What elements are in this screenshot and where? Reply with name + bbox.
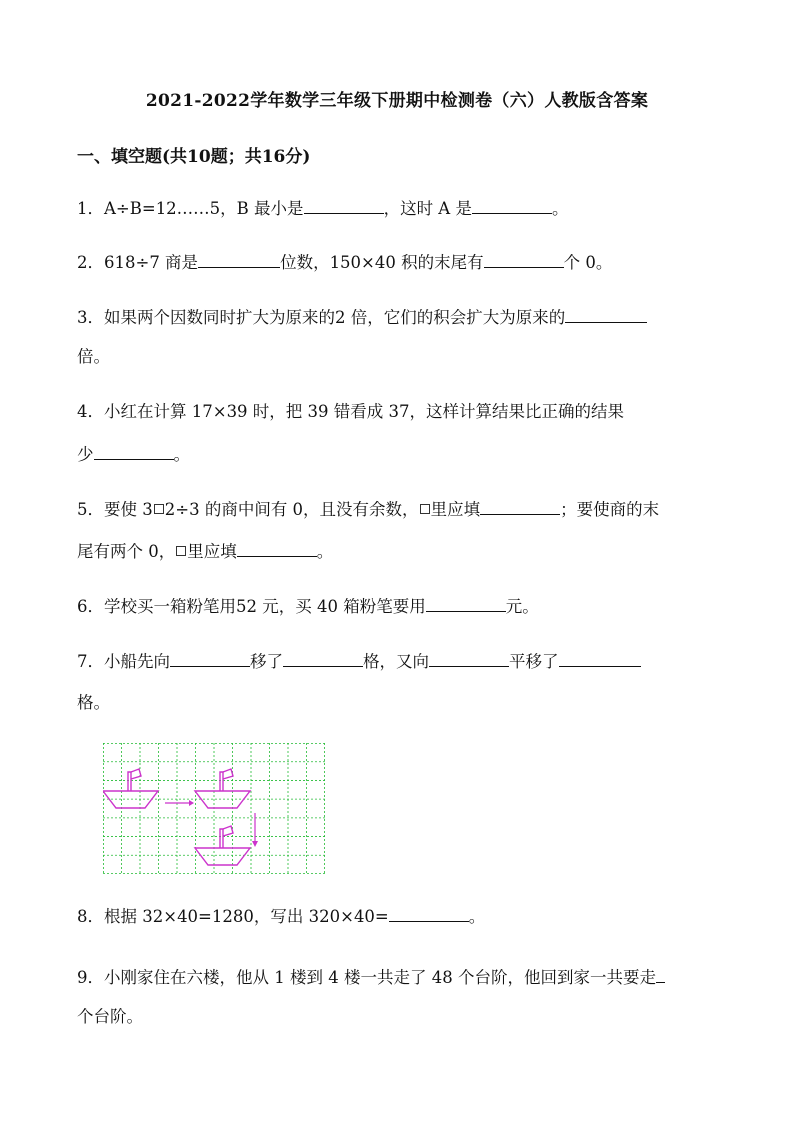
boat-grid-figure bbox=[103, 743, 325, 874]
question-1-text-a: 1．A÷B=12……5，B 最小是 bbox=[77, 199, 304, 218]
boat-shape bbox=[195, 769, 250, 808]
question-5-text-a3: 里应填 bbox=[430, 500, 481, 519]
question-9-text-a: 9．小刚家住在六楼，他从 1 楼到 4 楼一共走了 48 个台阶，他回到家一共要走 bbox=[77, 968, 656, 987]
question-6-text-b: 元。 bbox=[505, 597, 539, 616]
question-2-text-c: 个 0。 bbox=[563, 253, 613, 272]
question-7-cont bbox=[77, 692, 110, 714]
question-2-text-b: 位数，150×40 积的末尾有 bbox=[280, 253, 484, 272]
answer-blank[interactable] bbox=[480, 498, 560, 515]
question-3-text-b: 倍。 bbox=[77, 347, 110, 366]
question-7-text-e: 格。 bbox=[77, 693, 110, 712]
answer-blank[interactable] bbox=[656, 966, 665, 983]
answer-blank[interactable] bbox=[94, 443, 174, 460]
boats bbox=[103, 769, 258, 865]
arrow-right-icon bbox=[165, 800, 194, 806]
answer-blank[interactable] bbox=[559, 650, 641, 667]
answer-blank[interactable] bbox=[565, 306, 647, 323]
question-5-text-a4: ；要使商的末 bbox=[560, 500, 660, 519]
square-icon bbox=[154, 504, 164, 514]
answer-blank[interactable] bbox=[283, 650, 363, 667]
answer-blank[interactable] bbox=[484, 251, 564, 268]
question-5-text-b3: 。 bbox=[316, 542, 334, 561]
question-4 bbox=[77, 401, 624, 423]
question-6-text-a: 6．学校买一箱粉笔用52 元，买 40 箱粉笔要用 bbox=[77, 597, 426, 616]
question-1-text-c: 。 bbox=[551, 199, 569, 218]
answer-blank[interactable] bbox=[429, 650, 509, 667]
question-5-text-a1: 5．要使 3 bbox=[77, 500, 153, 519]
question-9 bbox=[77, 966, 665, 989]
question-7-text-c: 格，又向 bbox=[363, 652, 429, 671]
answer-blank[interactable] bbox=[426, 595, 506, 612]
question-8-text-b: 。 bbox=[468, 907, 486, 926]
answer-blank[interactable] bbox=[472, 197, 552, 214]
question-8 bbox=[77, 905, 485, 928]
question-7-text-a: 7．小船先向 bbox=[77, 652, 170, 671]
question-1 bbox=[77, 197, 568, 220]
boat-shape bbox=[195, 826, 250, 865]
question-6 bbox=[77, 595, 539, 618]
question-4-text-b: 少 bbox=[77, 445, 94, 464]
question-5-text-b2: 里应填 bbox=[187, 542, 237, 561]
question-7-text-d: 平移了 bbox=[509, 652, 559, 671]
question-8-text-a: 8．根据 32×40=1280，写出 320×40= bbox=[77, 907, 389, 926]
question-3-cont bbox=[77, 346, 110, 368]
page-title: 2021-2022学年数学三年级下册期中检测卷（六）人教版含答案 bbox=[145, 91, 649, 111]
answer-blank[interactable] bbox=[304, 197, 384, 214]
question-5-text-b1: 尾有两个 0， bbox=[77, 542, 176, 561]
answer-blank[interactable] bbox=[389, 905, 469, 922]
question-4-text-c: 。 bbox=[173, 445, 190, 464]
question-9-text-b: 个台阶。 bbox=[77, 1007, 143, 1026]
question-7-text-b: 移了 bbox=[250, 652, 283, 671]
answer-blank[interactable] bbox=[198, 251, 280, 268]
question-4-text-a: 4．小红在计算 17×39 时，把 39 错看成 37，这样计算结果比正确的结果 bbox=[77, 402, 625, 421]
question-1-text-b: ，这时 A 是 bbox=[383, 199, 472, 218]
question-2-text-a: 2．618÷7 商是 bbox=[77, 253, 199, 272]
question-7 bbox=[77, 650, 641, 673]
question-5-text-a2: 2÷3 的商中间有 0，且没有余数， bbox=[164, 500, 419, 519]
answer-blank[interactable] bbox=[170, 650, 250, 667]
question-9-cont bbox=[77, 1006, 143, 1028]
question-3 bbox=[77, 306, 647, 329]
question-2 bbox=[77, 251, 612, 274]
question-3-text-a: 3．如果两个因数同时扩大为原来的2 倍，它们的积会扩大为原来的 bbox=[77, 308, 566, 327]
square-icon bbox=[420, 504, 430, 514]
section-heading: 一、填空题(共10题；共16分) bbox=[77, 147, 311, 167]
question-5 bbox=[77, 498, 659, 521]
question-4-cont bbox=[77, 443, 190, 466]
boat-shape bbox=[103, 769, 158, 808]
question-5-cont bbox=[77, 540, 333, 563]
square-icon bbox=[176, 546, 186, 556]
answer-blank[interactable] bbox=[237, 540, 317, 557]
